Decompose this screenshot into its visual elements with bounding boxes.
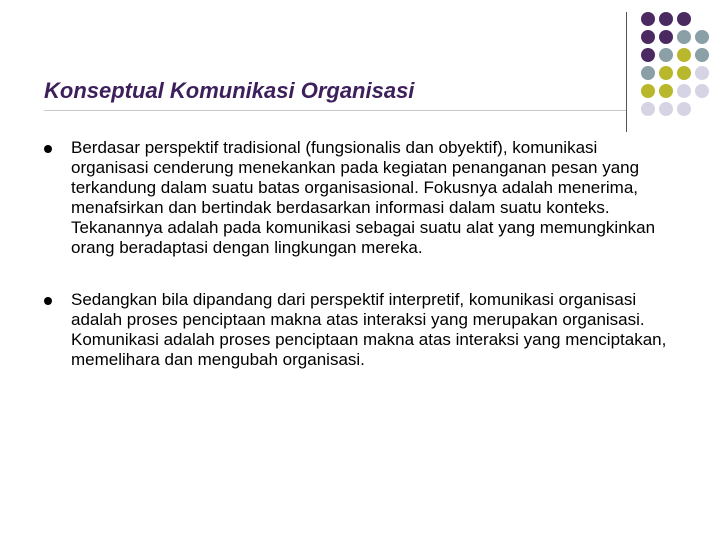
decorative-dot [641, 30, 655, 44]
decorative-dot [641, 102, 655, 116]
decorative-dot [659, 30, 673, 44]
decorative-dot [659, 48, 673, 62]
decorative-dot [677, 102, 691, 116]
decorative-dot [695, 84, 709, 98]
decorative-dot [677, 30, 691, 44]
decorative-dot [677, 84, 691, 98]
decorative-dot [677, 66, 691, 80]
bullet-dot-icon [44, 297, 52, 305]
decorative-dot [695, 48, 709, 62]
bullet-text: Sedangkan bila dipandang dari perspektif interpretif, komunikasi organisasi adalah proses penciptaan makna atas interaksi yang merupakan organisasi. Komunikasi adalah proses penciptaan makna atas interaksi yang menciptakan, memelihara dan mengubah organisasi. [71, 290, 667, 369]
decorative-dot [659, 84, 673, 98]
decorative-dot [659, 102, 673, 116]
slide-title: Konseptual Komunikasi Organisasi [44, 78, 415, 103]
decorative-dot [695, 66, 709, 80]
decorative-dot [659, 66, 673, 80]
title-underline [44, 110, 626, 111]
bullet-text: Berdasar perspektif tradisional (fungsionalis dan obyektif), komunikasi organisasi cenderung menekankan pada kegiatan penanganan pesan yang terkandung dalam suatu batas organisasional. Fokusnya adalah menerima, menafsirkan dan bertindak berdasarkan informasi dalam suatu konteks. Tekanannya adalah pada komunikasi sebagai suatu alat yang memungkinkan orang beradaptasi dengan lingkungan mereka. [71, 138, 656, 257]
vertical-divider-line [626, 12, 627, 132]
bullet-dot-icon [44, 145, 52, 153]
decorative-dot [641, 66, 655, 80]
decorative-dot [659, 12, 673, 26]
decorative-dot [641, 84, 655, 98]
bullet-list [44, 138, 674, 370]
bullet-item-interpretive [44, 290, 674, 370]
bullet-item-traditional [44, 138, 674, 258]
decorative-dot [641, 48, 655, 62]
decorative-dot [641, 12, 655, 26]
decorative-dot [695, 30, 709, 44]
decorative-dot [677, 12, 691, 26]
decorative-dot [677, 48, 691, 62]
